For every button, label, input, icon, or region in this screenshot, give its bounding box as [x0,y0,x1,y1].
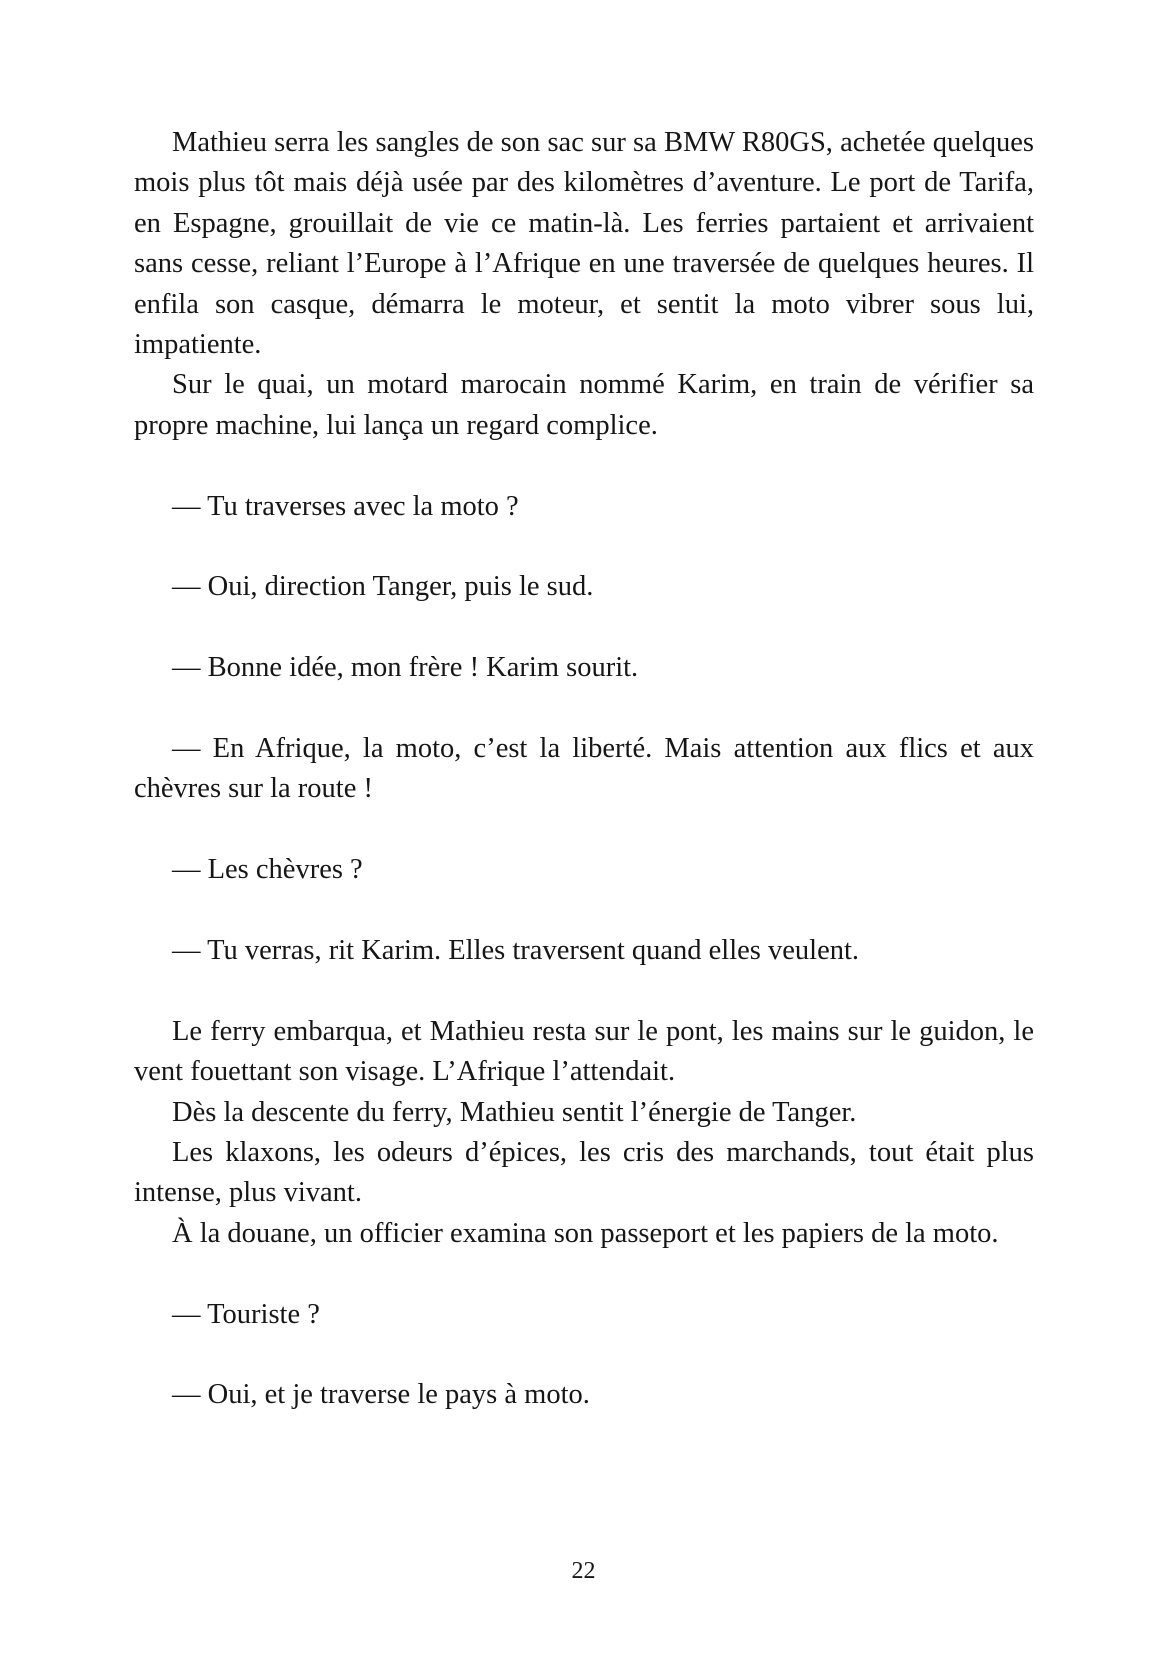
blank-line [134,446,1034,486]
blank-line [134,689,1034,729]
paragraph: Les klaxons, les odeurs d’épices, les cris des marchands, tout était plus intense, plus vivant. [134,1137,1034,1209]
blank-line [134,1335,1034,1375]
blank-line [134,527,1034,567]
page-number: 22 [571,1558,596,1584]
blank-line [134,1254,1034,1294]
dialogue-line: — Bonne idée, mon frère ! Karim sourit. [172,652,639,684]
blank-line [134,971,1034,1011]
blank-line [134,891,1034,931]
dialogue-line: — Tu verras, rit Karim. Elles traversent quand elles veulent. [172,935,860,967]
dialogue-line: — Tu traverses avec la moto ? [172,490,519,522]
dialogue-line: — Oui, et je traverse le pays à moto. [172,1379,590,1411]
dialogue-line: — En Afrique, la moto, c’est la liberté. Mais attention aux flics et aux chèvres sur la route ! [134,733,1034,805]
paragraph: À la douane, un officier examina son passeport et les papiers de la moto. [172,1217,999,1249]
paragraph: Dès la descente du ferry, Mathieu sentit l’énergie de Tanger. [172,1096,857,1128]
blank-line [134,608,1034,648]
dialogue-line: — Touriste ? [172,1298,320,1330]
dialogue-line: — Les chèvres ? [172,854,363,886]
page-text [134,123,1034,1416]
paragraph: Mathieu serra les sangles de son sac sur sa BMW R80GS, achetée quelques mois plus tôt mais déjà usée par des kilomètres d’aventure. Le port de Tarifa, en Espagne, grouillait de vie ce matin-là. Les ferries partaient et arrivaient sans cesse, reliant l’Europe à l’Afrique en une traversée de quelques heures. Il enfila son casque, démarra le moteur, et sentit la moto vibrer sous lui, impatiente. [134,127,1034,361]
dialogue-line: — Oui, direction Tanger, puis le sud. [172,571,594,603]
paragraph: Le ferry embarqua, et Mathieu resta sur le pont, les mains sur le guidon, le vent fouettant son visage. L’Afrique l’attendait. [134,1015,1034,1088]
paragraph: Sur le quai, un motard marocain nommé Karim, en train de vérifier sa propre machine, lui lança un regard complice. [134,369,1034,441]
blank-line [134,810,1034,850]
